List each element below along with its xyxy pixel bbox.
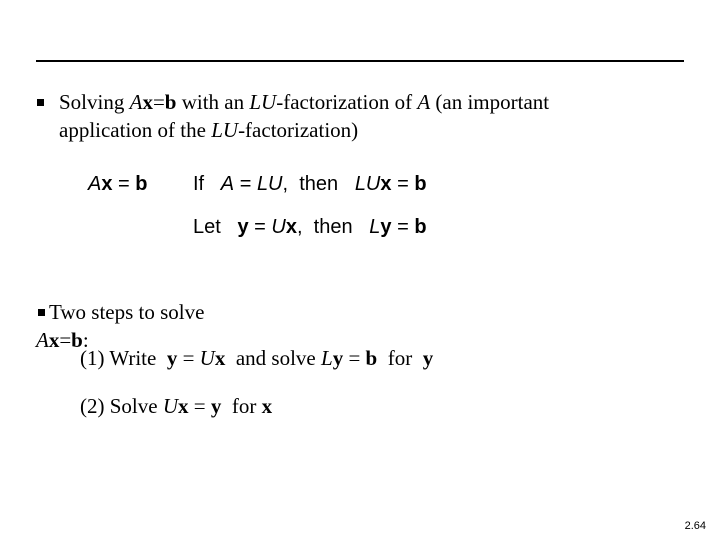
var-x: x	[101, 173, 113, 195]
text: (an important	[430, 90, 550, 114]
text: for	[377, 346, 423, 370]
bullet-1-marker	[37, 99, 44, 106]
bullet-1-line-2	[59, 116, 358, 144]
var-x: x	[178, 394, 189, 418]
comma: ,	[282, 173, 289, 195]
var-b: b	[365, 346, 378, 370]
var-b: b	[135, 173, 148, 195]
var-l: L	[321, 346, 333, 370]
var-lu: LU	[211, 118, 239, 142]
bullet-2-line-1	[49, 298, 204, 326]
var-b: b	[164, 90, 177, 114]
text: (1) Write	[80, 346, 167, 370]
word-then: then	[313, 216, 353, 238]
comma: ,	[296, 216, 303, 238]
word-let: Let	[193, 216, 221, 238]
equals: =	[391, 173, 415, 195]
equals: =	[177, 346, 200, 370]
var-y: y	[332, 346, 344, 370]
bullet-2-marker	[38, 309, 45, 316]
text: Two steps to solve	[49, 300, 205, 324]
equals: =	[343, 346, 366, 370]
var-y: y	[422, 346, 434, 370]
var-lu: LU	[249, 90, 277, 114]
equals: =	[391, 216, 415, 238]
var-a: A	[36, 328, 49, 352]
text: -factorization of	[276, 90, 418, 114]
var-x: x	[261, 394, 273, 418]
text: for	[221, 394, 262, 418]
var-x: x	[380, 173, 392, 195]
equation-row-1	[193, 173, 427, 196]
var-b: b	[71, 328, 83, 352]
equals: =	[59, 328, 72, 352]
text: Solving	[59, 90, 130, 114]
title-rule	[36, 60, 684, 62]
word-then: then	[299, 173, 339, 195]
equals: =	[188, 394, 211, 418]
var-y: y	[237, 216, 249, 238]
equation-left	[88, 173, 147, 196]
step-2	[80, 392, 272, 420]
step-1	[80, 344, 433, 372]
equation-row-2	[193, 216, 427, 239]
equals: =	[112, 173, 136, 195]
var-lu: LU	[256, 173, 283, 195]
var-u: U	[271, 216, 286, 238]
text: with an	[176, 90, 250, 114]
var-y: y	[166, 346, 178, 370]
bullet-1-line-1	[59, 88, 549, 116]
var-y: y	[380, 216, 392, 238]
equals: =	[234, 173, 257, 195]
var-y: y	[210, 394, 222, 418]
var-x: x	[285, 216, 297, 238]
var-a: A	[417, 90, 431, 114]
var-b: b	[414, 216, 427, 238]
text: (2) Solve	[80, 394, 163, 418]
var-lu: LU	[354, 173, 381, 195]
colon: :	[82, 328, 89, 352]
var-a: A	[220, 173, 235, 195]
text: -factorization)	[238, 118, 359, 142]
text: and solve	[225, 346, 321, 370]
equals: =	[152, 90, 165, 114]
var-u: U	[162, 394, 178, 418]
var-l: L	[369, 216, 381, 238]
var-x: x	[48, 328, 60, 352]
var-b: b	[414, 173, 427, 195]
word-if: If	[193, 173, 205, 195]
var-u: U	[199, 346, 215, 370]
text: application of the	[59, 118, 212, 142]
var-x: x	[142, 90, 153, 114]
page-number: 2.64	[684, 520, 706, 532]
equals: =	[248, 216, 272, 238]
var-a: A	[129, 90, 143, 114]
var-x: x	[214, 346, 226, 370]
var-a: A	[88, 173, 102, 195]
